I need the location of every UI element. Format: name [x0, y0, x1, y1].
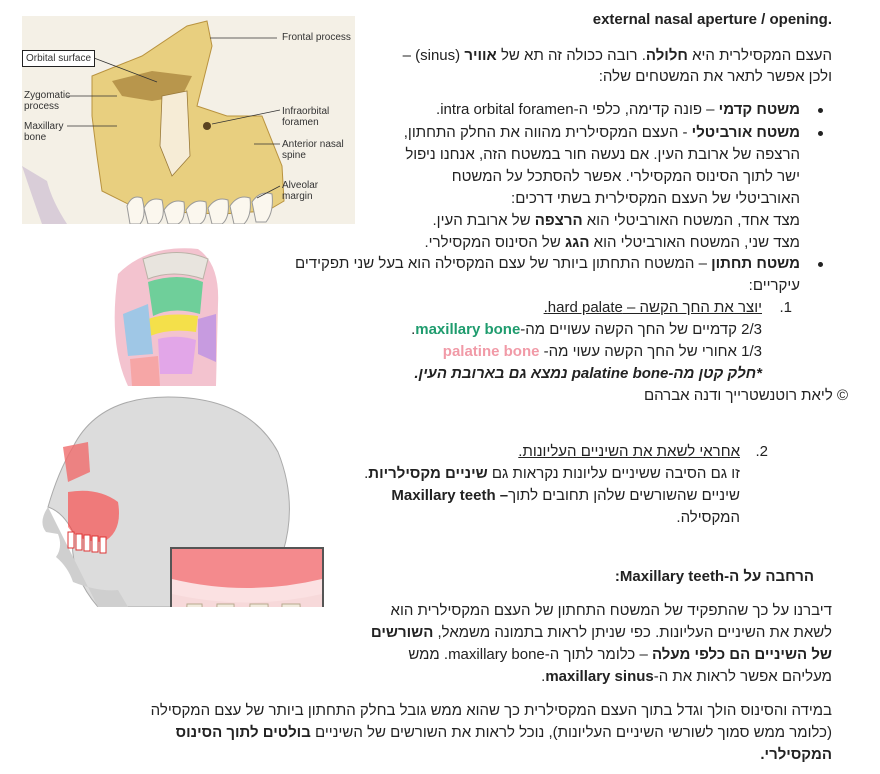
label-zygomatic-2: process	[24, 101, 60, 112]
bullet-orbital-l5	[433, 210, 801, 232]
intro-line-1	[403, 45, 832, 67]
bullet-head: משטח תחתון	[711, 255, 800, 272]
item2-number: 2.	[755, 443, 768, 460]
label-infraorbital-2: foramen	[282, 117, 319, 128]
intro-text: העצם המקסילרית היא	[687, 47, 832, 64]
label-zygomatic-1: Zygomatic	[24, 90, 71, 101]
bullet-orbital-l2: הרצפה של ארובת העין. אם נעשה חור במשטח הזה, אנחנו ניפול	[405, 146, 800, 163]
bold-floor: הרצפה	[534, 212, 583, 229]
bullet-head: משטח אורביטלי	[691, 124, 800, 141]
item2-line2	[391, 485, 740, 507]
bullet-inferior	[295, 253, 800, 275]
bold-maxillary-sinus: maxillary sinus	[545, 668, 654, 685]
bullet-text: - העצם המקסילרית מהווה את החלק התחתון,	[403, 124, 692, 141]
bullet-orbital-l6	[425, 232, 800, 254]
item-text: זו גם הסיבה ששיניים עליונות נקראות גם	[487, 465, 740, 482]
bullet-text: מצד שני, המשטח האורביטלי הוא	[589, 234, 800, 251]
para-text: .	[541, 668, 546, 685]
para-text: מעליהם אפשר לראות את ה-	[653, 668, 832, 685]
item1-title: יוצר את החך הקשה – hard palate.	[543, 299, 762, 316]
item2-title: אחראי לשאת את השיניים העליונות.	[518, 443, 740, 460]
bullet-orbital-l3: ישר לתוך הסינוס המקסילרי. אפשר להסתכל על המשטח	[451, 168, 800, 185]
intro-text: . רובה ככולה זה תא של	[496, 47, 646, 64]
top-line: .external nasal aperture / opening	[592, 11, 832, 28]
item2-line3: המקסילה.	[676, 509, 740, 526]
label-ans-2: spine	[282, 150, 306, 161]
bullet-orbital-l4: האורביטלי של העצם המקסילרית בשתי דרכים:	[511, 190, 800, 207]
palatine-bone-term: palatine bone	[442, 343, 540, 360]
bullet-dot	[818, 108, 823, 113]
section-title: הרחבה על ה-Maxillary teeth:	[614, 568, 814, 585]
palate-figure	[108, 244, 223, 386]
label-orbital-surface: Orbital surface	[22, 50, 95, 67]
para-text: (כלומר ממש סמוך לשורשי השיניים העליונות), נוכל לראות את השורשים של השיניים	[310, 724, 832, 741]
intro-bold-air: אוויר	[464, 47, 497, 64]
bullet-head: משטח קדמי	[718, 101, 800, 118]
para1-line3	[408, 644, 832, 666]
bold-roots-up: של השיניים הם כלפי מעלה	[651, 646, 832, 663]
para1-line4	[541, 666, 832, 688]
item1-line2	[443, 341, 762, 363]
palate-illustration	[108, 244, 223, 386]
label-ans-1: Anterior nasal	[282, 139, 344, 150]
bullet-dot	[818, 131, 823, 136]
item-text: .	[364, 465, 369, 482]
item1-number: 1.	[779, 299, 792, 316]
bullet-text: של ארובת העין.	[432, 212, 535, 229]
para2-line1: במידה והסינוס הולך וגדל בתוך העצם המקסילרית כך שהוא ממש גובל בחלק התחתון ביותר של עצם המקסילה	[150, 702, 832, 719]
label-alveolar-1: Alveolar	[282, 180, 319, 191]
intro-line-2: ולכן אפשר לתאר את המשטחים שלה:	[598, 68, 832, 85]
bold-maxillary-teeth: שיניים מקסילריות	[368, 465, 488, 482]
item-text: 1/3 אחורי של החך הקשה עשוי מה-	[539, 343, 762, 360]
item2-line1	[364, 463, 740, 485]
bullet-text: מצד אחד, המשטח האורביטלי הוא	[582, 212, 800, 229]
teeth-inset	[170, 547, 324, 607]
para2-line3: המקסילרי.	[760, 746, 832, 763]
label-frontal-process: Frontal process	[282, 32, 351, 43]
para-text: – כלומר לתוך ה-maxillary bone. ממש	[408, 646, 652, 663]
item-text: .	[411, 321, 416, 338]
bullet-text: של הסינוס המקסילרי.	[424, 234, 565, 251]
bullet-text: – המשטח התחתון ביותר של עצם המקסילה הוא בעל שני תפקידים	[295, 255, 712, 272]
item1-line1	[411, 319, 762, 341]
label-alveolar-2: margin	[282, 191, 313, 202]
para-text: לשאת את השיניים העליונות. כפי שניתן לראות בתמונה משמאל,	[433, 624, 832, 641]
item-text: שיניים שהשורשים שלהן תחובים לתוך	[508, 487, 740, 504]
foramen-dot	[203, 122, 211, 130]
bold-protruding: בולטים לתוך הסינוס	[175, 724, 311, 741]
bullet-dot	[818, 262, 823, 267]
intro-text: (sinus) –	[402, 47, 465, 64]
para2-line2	[176, 722, 832, 744]
head-figure	[28, 392, 358, 607]
bold-maxillary-teeth-en: Maxillary teeth –	[391, 487, 509, 504]
para1-line2	[371, 622, 832, 644]
maxilla-figure	[22, 16, 355, 224]
bullet-inferior-l2: עיקריים:	[748, 277, 800, 294]
intro-bold-hollow: חלולה	[645, 47, 688, 64]
copyright: © ליאת רוטנשטרייך ודנה אברהם	[643, 387, 848, 404]
label-infraorbital-1: Infraorbital	[282, 106, 330, 117]
item-text: 2/3 קדמיים של החך הקשה עשויים מה-	[520, 321, 762, 338]
bullet-anterior	[436, 99, 800, 121]
item1-line3: *חלק קטן מה-palatine bone נמצא גם בארובת העין.	[414, 365, 762, 382]
label-maxillary-1: Maxillary	[24, 121, 64, 132]
bold-roots: השורשים	[370, 624, 434, 641]
para1-line1: דיברנו על כך שהתפקיד של המשטח התחתון של העצם המקסילרית הוא	[390, 602, 832, 619]
bullet-text: – פונה קדימה, כלפי ה-intra orbital foramen.	[436, 101, 719, 118]
teeth-roots-illustration	[172, 549, 322, 607]
maxillary-bone-term: maxillary bone	[415, 321, 521, 338]
label-maxillary-2: bone	[24, 132, 47, 143]
bold-roof: הגג	[565, 234, 590, 251]
bullet-orbital	[404, 122, 800, 144]
